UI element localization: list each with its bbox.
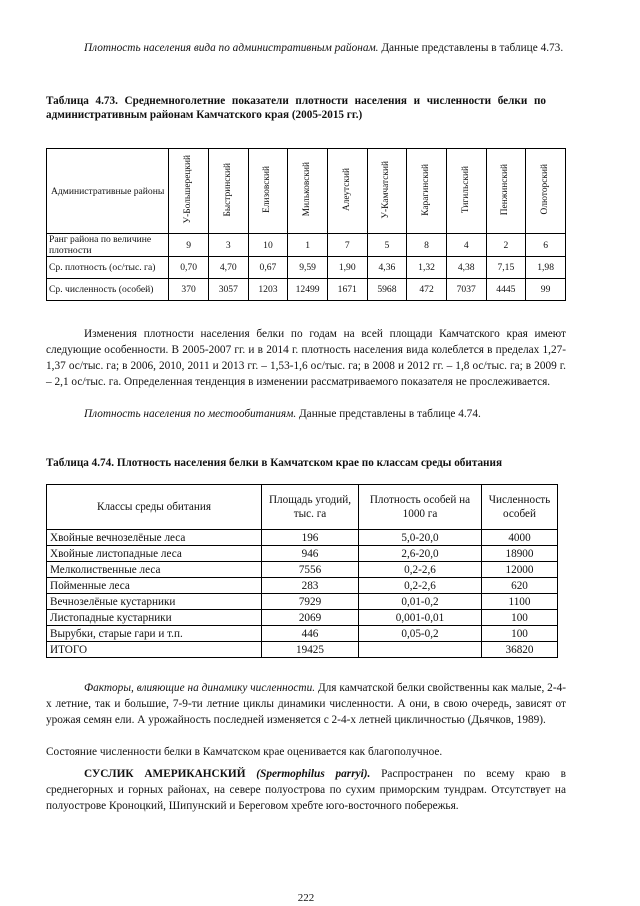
habitat-class: Мелколиственные леса <box>47 562 262 578</box>
table-row <box>47 626 558 642</box>
cell: 6 <box>526 234 566 257</box>
district-label: Пенжинский <box>500 163 511 216</box>
cell: 9,59 <box>288 257 328 279</box>
cell: 1,32 <box>407 257 447 279</box>
district-label: Алеутский <box>341 167 352 212</box>
cell: 1,90 <box>327 257 367 279</box>
cell: 0,05-0,2 <box>359 626 482 642</box>
cell: 2,6-20,0 <box>359 546 482 562</box>
cell: 1 <box>288 234 328 257</box>
table73-district-header <box>446 149 486 234</box>
district-label: У-Большерецкий <box>183 155 194 224</box>
table73-district-header <box>248 149 288 234</box>
cell: 370 <box>169 279 209 301</box>
cell: 4,38 <box>446 257 486 279</box>
cell: 19425 <box>262 642 359 658</box>
habitat-class: Вырубки, старые гари и т.п. <box>47 626 262 642</box>
factors-italic: Факторы, влияющие на динамику численности. <box>84 682 316 694</box>
table73-district-header <box>288 149 328 234</box>
cell: 0,70 <box>169 257 209 279</box>
cell: 946 <box>262 546 359 562</box>
table-row <box>47 610 558 626</box>
table73-caption: Таблица 4.73. Среднемноголетние показатели плотности населения и численности белки по административным районам Камчатского края (2005-2015 гг.) <box>46 95 546 121</box>
species-text: Распространен по всему краю в среднегорных и горных районах, на севере полуострова по сухим приморским тундрам. Отсутствует на полуострове Кроноцкий, Шипунский и Береговом хребте юго-восточного побережья. <box>46 768 566 812</box>
habitat-class: ИТОГО <box>47 642 262 658</box>
cell: 36820 <box>482 642 558 658</box>
table73-district-header <box>407 149 447 234</box>
table73-district-header <box>526 149 566 234</box>
table-row <box>47 279 566 301</box>
district-label: Карагинский <box>421 163 432 216</box>
cell: 99 <box>526 279 566 301</box>
cell: 7,15 <box>486 257 526 279</box>
cell: 196 <box>262 530 359 546</box>
habitat-class: Вечнозелёные кустарники <box>47 594 262 610</box>
intro-paragraph <box>46 40 566 56</box>
cell: 1,98 <box>526 257 566 279</box>
table-4-74 <box>46 484 558 658</box>
district-label: Олюторский <box>540 164 551 215</box>
cell: 7037 <box>446 279 486 301</box>
cell: 5968 <box>367 279 407 301</box>
cell: 12000 <box>482 562 558 578</box>
habitat-class: Листопадные кустарники <box>47 610 262 626</box>
table-row <box>47 578 558 594</box>
cell: 18900 <box>482 546 558 562</box>
cell: 472 <box>407 279 447 301</box>
intro-text: Данные представлены в таблице 4.73. <box>378 42 564 54</box>
paragraph-status: Состояние численности белки в Камчатском крае оценивается как благополучное. <box>46 746 443 758</box>
column-header: Площадь угодий, тыс. га <box>262 485 359 530</box>
cell: 10 <box>248 234 288 257</box>
column-header: Классы среды обитания <box>47 485 262 530</box>
cell: 1100 <box>482 594 558 610</box>
table-row <box>47 562 558 578</box>
cell: 2 <box>486 234 526 257</box>
cell: 1671 <box>327 279 367 301</box>
cell: 4,70 <box>208 257 248 279</box>
district-label: Быстринский <box>222 162 233 217</box>
intro-italic: Плотность населения вида по административным районам. <box>84 42 379 54</box>
cell: 5 <box>367 234 407 257</box>
cell: 0,67 <box>248 257 288 279</box>
cell: 0,2-2,6 <box>359 562 482 578</box>
table73-header-label: Административные районы <box>47 149 169 234</box>
cell: 620 <box>482 578 558 594</box>
habitat-italic: Плотность населения по местообитаниям. <box>84 408 297 420</box>
table-row <box>47 546 558 562</box>
cell: 283 <box>262 578 359 594</box>
table-row <box>47 257 566 279</box>
cell: 100 <box>482 626 558 642</box>
cell: 3 <box>208 234 248 257</box>
cell: 446 <box>262 626 359 642</box>
table-row-total <box>47 642 558 658</box>
row-label: Ранг района по величине плотности <box>47 234 169 257</box>
row-label: Ср. плотность (ос/тыс. га) <box>47 257 169 279</box>
table73-district-header <box>169 149 209 234</box>
cell: 7556 <box>262 562 359 578</box>
species-latin: (Spermophilus parryi). <box>245 768 371 780</box>
page-number: 222 <box>297 892 315 904</box>
table-4-73 <box>46 148 566 301</box>
paragraph-habitat-intro <box>46 406 566 422</box>
paragraph-density-changes: Изменения плотности населения белки по годам на всей площади Камчатского края имеют следующие особенности. В 2005-2007 гг. и в 2014 г. плотность населения вида колеблется в пределах 1,27-1,37 ос/тыс. га; в 2006, 2010, 2011 и 2013 гг. – 1,53-1,6 ос/тыс. га; в 2008 и 2012 гг. – 1,8 ос/тыс. га; в 2009 г. – 2,1 ос/тыс. га. Определенная тенденция в изменении рассматриваемого показателя не прослеживается. <box>46 328 566 388</box>
cell: 12499 <box>288 279 328 301</box>
habitat-text: Данные представлены в таблице 4.74. <box>296 408 481 420</box>
column-header: Плотность особей на 1000 га <box>359 485 482 530</box>
cell: 1203 <box>248 279 288 301</box>
table73-district-header <box>486 149 526 234</box>
cell: 100 <box>482 610 558 626</box>
habitat-class: Пойменные леса <box>47 578 262 594</box>
cell: 5,0-20,0 <box>359 530 482 546</box>
row-label: Ср. численность (особей) <box>47 279 169 301</box>
paragraph-souslik <box>46 766 566 814</box>
cell: 8 <box>407 234 447 257</box>
district-label: Мильковский <box>302 162 313 217</box>
habitat-class: Хвойные листопадные леса <box>47 546 262 562</box>
district-label: Елизовский <box>262 166 273 213</box>
cell <box>359 642 482 658</box>
paragraph-factors <box>46 680 566 728</box>
cell: 0,001-0,01 <box>359 610 482 626</box>
cell: 0,2-2,6 <box>359 578 482 594</box>
district-label: У-Камчатский <box>381 160 392 219</box>
cell: 3057 <box>208 279 248 301</box>
cell: 4 <box>446 234 486 257</box>
table73-district-header <box>327 149 367 234</box>
column-header: Численность особей <box>482 485 558 530</box>
cell: 7 <box>327 234 367 257</box>
cell: 4000 <box>482 530 558 546</box>
cell: 4445 <box>486 279 526 301</box>
table73-district-header <box>367 149 407 234</box>
table-row <box>47 234 566 257</box>
cell: 9 <box>169 234 209 257</box>
table74-caption: Таблица 4.74. Плотность населения белки в Камчатском крае по классам среды обитания <box>46 457 503 469</box>
table-row <box>47 530 558 546</box>
cell: 0,01-0,2 <box>359 594 482 610</box>
district-label: Тигильский <box>460 165 471 214</box>
habitat-class: Хвойные вечнозелёные леса <box>47 530 262 546</box>
table73-district-header <box>208 149 248 234</box>
cell: 7929 <box>262 594 359 610</box>
cell: 4,36 <box>367 257 407 279</box>
species-name: СУСЛИК АМЕРИКАНСКИЙ <box>84 768 246 780</box>
table-row <box>47 594 558 610</box>
cell: 2069 <box>262 610 359 626</box>
factors-text: Для камчатской белки свойственны как малые, 2-4-х летние, так и большие, 7-9-ти летние циклы динамики численности. А они, в свою очередь, зависят от урожая семян ели. А урожайность последней изменяется с 2-4-х летней цикличностью (Дьячков, 1989). <box>46 682 566 726</box>
